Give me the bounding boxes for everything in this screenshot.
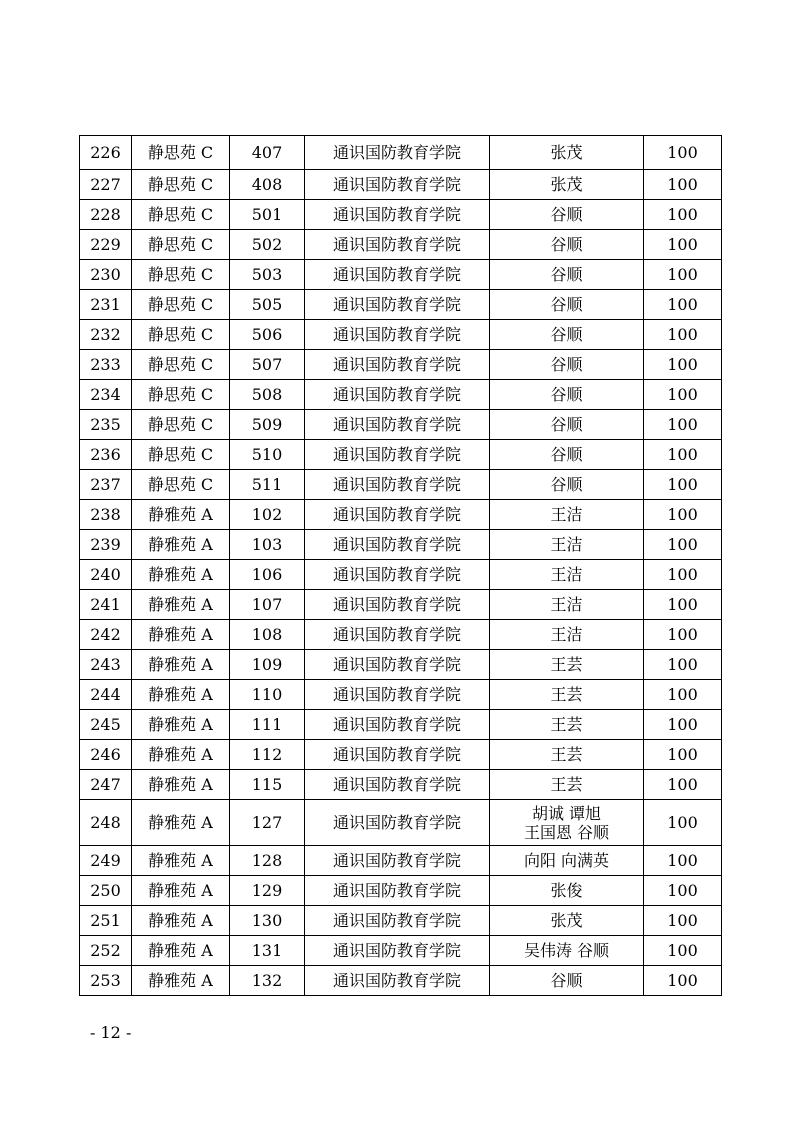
cell-names xyxy=(490,170,644,200)
cell-names xyxy=(490,740,644,770)
table-row xyxy=(80,380,722,410)
table-row xyxy=(80,876,722,906)
table-row xyxy=(80,590,722,620)
cell-score: 100 xyxy=(644,876,722,906)
name-line: 王洁 xyxy=(550,625,583,644)
name-line: 王芸 xyxy=(550,775,583,794)
name-line: 谷顺 xyxy=(550,325,583,344)
cell-score: 100 xyxy=(644,470,722,500)
cell-room: 111 xyxy=(230,710,305,740)
table-row xyxy=(80,620,722,650)
cell-college: 通识国防教育学院 xyxy=(305,440,490,470)
cell-college: 通识国防教育学院 xyxy=(305,320,490,350)
cell-building: 静雅苑 A xyxy=(132,710,230,740)
cell-college: 通识国防教育学院 xyxy=(305,800,490,846)
name-line: 张俊 xyxy=(550,881,583,900)
name-line: 王洁 xyxy=(550,505,583,524)
table-row xyxy=(80,560,722,590)
cell-room: 102 xyxy=(230,500,305,530)
cell-index: 243 xyxy=(80,650,132,680)
cell-building: 静雅苑 A xyxy=(132,620,230,650)
cell-score: 100 xyxy=(644,590,722,620)
cell-room: 112 xyxy=(230,740,305,770)
cell-building: 静思苑 C xyxy=(132,380,230,410)
cell-names xyxy=(490,350,644,380)
cell-names xyxy=(490,136,644,170)
cell-names xyxy=(490,320,644,350)
cell-college: 通识国防教育学院 xyxy=(305,590,490,620)
cell-college: 通识国防教育学院 xyxy=(305,846,490,876)
cell-index: 232 xyxy=(80,320,132,350)
cell-college: 通识国防教育学院 xyxy=(305,170,490,200)
cell-building: 静思苑 C xyxy=(132,290,230,320)
cell-score: 100 xyxy=(644,200,722,230)
cell-college: 通识国防教育学院 xyxy=(305,876,490,906)
cell-building: 静雅苑 A xyxy=(132,560,230,590)
cell-building: 静雅苑 A xyxy=(132,500,230,530)
cell-index: 249 xyxy=(80,846,132,876)
name-line: 谷顺 xyxy=(550,971,583,990)
cell-index: 247 xyxy=(80,770,132,800)
cell-index: 245 xyxy=(80,710,132,740)
cell-college: 通识国防教育学院 xyxy=(305,500,490,530)
cell-room: 131 xyxy=(230,936,305,966)
cell-room: 506 xyxy=(230,320,305,350)
table-row xyxy=(80,350,722,380)
cell-college: 通识国防教育学院 xyxy=(305,350,490,380)
page-number: - 12 - xyxy=(90,1023,132,1042)
cell-college: 通识国防教育学院 xyxy=(305,770,490,800)
table-row xyxy=(80,440,722,470)
cell-college: 通识国防教育学院 xyxy=(305,650,490,680)
cell-score: 100 xyxy=(644,350,722,380)
table-row xyxy=(80,800,722,846)
cell-college: 通识国防教育学院 xyxy=(305,380,490,410)
name-line: 向阳 向满英 xyxy=(523,851,610,870)
table-row xyxy=(80,966,722,996)
cell-score: 100 xyxy=(644,230,722,260)
cell-index: 250 xyxy=(80,876,132,906)
cell-room: 511 xyxy=(230,470,305,500)
cell-index: 226 xyxy=(80,136,132,170)
cell-names xyxy=(490,470,644,500)
cell-names xyxy=(490,590,644,620)
cell-index: 227 xyxy=(80,170,132,200)
cell-score: 100 xyxy=(644,650,722,680)
cell-names xyxy=(490,290,644,320)
table-row xyxy=(80,170,722,200)
cell-building: 静思苑 C xyxy=(132,170,230,200)
cell-index: 236 xyxy=(80,440,132,470)
name-line: 王洁 xyxy=(550,595,583,614)
cell-building: 静雅苑 A xyxy=(132,590,230,620)
cell-score: 100 xyxy=(644,440,722,470)
cell-score: 100 xyxy=(644,136,722,170)
cell-room: 109 xyxy=(230,650,305,680)
cell-score: 100 xyxy=(644,800,722,846)
cell-college: 通识国防教育学院 xyxy=(305,470,490,500)
name-line: 胡诚 谭旭 xyxy=(531,803,602,823)
name-line: 王芸 xyxy=(550,715,583,734)
name-line: 谷顺 xyxy=(550,475,583,494)
cell-room: 107 xyxy=(230,590,305,620)
cell-index: 251 xyxy=(80,906,132,936)
name-line: 王芸 xyxy=(550,655,583,674)
cell-names xyxy=(490,680,644,710)
cell-names xyxy=(490,260,644,290)
cell-room: 103 xyxy=(230,530,305,560)
cell-index: 228 xyxy=(80,200,132,230)
cell-names xyxy=(490,440,644,470)
cell-college: 通识国防教育学院 xyxy=(305,620,490,650)
cell-names xyxy=(490,846,644,876)
cell-college: 通识国防教育学院 xyxy=(305,740,490,770)
name-line: 谷顺 xyxy=(550,235,583,254)
table-row xyxy=(80,410,722,440)
cell-index: 242 xyxy=(80,620,132,650)
cell-names xyxy=(490,800,644,846)
cell-names xyxy=(490,530,644,560)
cell-index: 231 xyxy=(80,290,132,320)
name-line: 王国恩 谷顺 xyxy=(523,822,610,842)
cell-index: 246 xyxy=(80,740,132,770)
name-line: 谷顺 xyxy=(550,385,583,404)
cell-building: 静雅苑 A xyxy=(132,650,230,680)
name-line: 王芸 xyxy=(550,745,583,764)
table-row xyxy=(80,680,722,710)
cell-college: 通识国防教育学院 xyxy=(305,936,490,966)
cell-room: 108 xyxy=(230,620,305,650)
cell-score: 100 xyxy=(644,620,722,650)
table-row xyxy=(80,936,722,966)
cell-building: 静雅苑 A xyxy=(132,906,230,936)
cell-building: 静思苑 C xyxy=(132,200,230,230)
table-row xyxy=(80,500,722,530)
cell-room: 130 xyxy=(230,906,305,936)
cell-room: 110 xyxy=(230,680,305,710)
cell-score: 100 xyxy=(644,680,722,710)
cell-building: 静思苑 C xyxy=(132,410,230,440)
cell-college: 通识国防教育学院 xyxy=(305,200,490,230)
cell-names xyxy=(490,500,644,530)
cell-room: 129 xyxy=(230,876,305,906)
cell-building: 静思苑 C xyxy=(132,136,230,170)
name-line: 谷顺 xyxy=(550,415,583,434)
cell-college: 通识国防教育学院 xyxy=(305,230,490,260)
cell-index: 244 xyxy=(80,680,132,710)
cell-college: 通识国防教育学院 xyxy=(305,680,490,710)
cell-index: 233 xyxy=(80,350,132,380)
cell-college: 通识国防教育学院 xyxy=(305,906,490,936)
cell-names xyxy=(490,936,644,966)
cell-college: 通识国防教育学院 xyxy=(305,260,490,290)
table-row xyxy=(80,710,722,740)
cell-building: 静雅苑 A xyxy=(132,966,230,996)
cell-score: 100 xyxy=(644,740,722,770)
cell-building: 静雅苑 A xyxy=(132,680,230,710)
cell-score: 100 xyxy=(644,320,722,350)
cell-score: 100 xyxy=(644,936,722,966)
cell-college: 通识国防教育学院 xyxy=(305,290,490,320)
cell-room: 505 xyxy=(230,290,305,320)
cell-building: 静思苑 C xyxy=(132,440,230,470)
cell-building: 静雅苑 A xyxy=(132,846,230,876)
cell-index: 235 xyxy=(80,410,132,440)
cell-room: 408 xyxy=(230,170,305,200)
cell-index: 229 xyxy=(80,230,132,260)
cell-building: 静思苑 C xyxy=(132,230,230,260)
cell-index: 230 xyxy=(80,260,132,290)
name-line: 谷顺 xyxy=(550,205,583,224)
table-row xyxy=(80,200,722,230)
cell-score: 100 xyxy=(644,966,722,996)
cell-score: 100 xyxy=(644,710,722,740)
name-line: 谷顺 xyxy=(550,295,583,314)
name-line: 张茂 xyxy=(550,911,583,930)
cell-college: 通识国防教育学院 xyxy=(305,966,490,996)
table-row xyxy=(80,136,722,170)
cell-score: 100 xyxy=(644,170,722,200)
cell-room: 510 xyxy=(230,440,305,470)
cell-building: 静雅苑 A xyxy=(132,770,230,800)
cell-names xyxy=(490,770,644,800)
cell-score: 100 xyxy=(644,380,722,410)
table-row xyxy=(80,846,722,876)
cell-score: 100 xyxy=(644,530,722,560)
cell-room: 128 xyxy=(230,846,305,876)
table-row xyxy=(80,906,722,936)
name-line: 谷顺 xyxy=(550,445,583,464)
cell-index: 238 xyxy=(80,500,132,530)
name-line: 吴伟涛 谷顺 xyxy=(523,941,610,960)
cell-room: 503 xyxy=(230,260,305,290)
cell-college: 通识国防教育学院 xyxy=(305,530,490,560)
cell-building: 静雅苑 A xyxy=(132,876,230,906)
table-row xyxy=(80,230,722,260)
cell-building: 静雅苑 A xyxy=(132,800,230,846)
table-row xyxy=(80,290,722,320)
cell-score: 100 xyxy=(644,260,722,290)
cell-building: 静雅苑 A xyxy=(132,530,230,560)
name-line: 谷顺 xyxy=(550,265,583,284)
cell-names xyxy=(490,876,644,906)
cell-building: 静雅苑 A xyxy=(132,936,230,966)
cell-room: 106 xyxy=(230,560,305,590)
cell-college: 通识国防教育学院 xyxy=(305,136,490,170)
table-row xyxy=(80,530,722,560)
cell-college: 通识国防教育学院 xyxy=(305,710,490,740)
cell-building: 静思苑 C xyxy=(132,320,230,350)
cell-room: 502 xyxy=(230,230,305,260)
cell-room: 509 xyxy=(230,410,305,440)
cell-score: 100 xyxy=(644,846,722,876)
cell-building: 静思苑 C xyxy=(132,260,230,290)
name-line: 张茂 xyxy=(550,143,583,162)
cell-index: 234 xyxy=(80,380,132,410)
cell-room: 115 xyxy=(230,770,305,800)
cell-room: 507 xyxy=(230,350,305,380)
cell-building: 静思苑 C xyxy=(132,350,230,380)
cell-score: 100 xyxy=(644,560,722,590)
name-line: 张茂 xyxy=(550,175,583,194)
table-row xyxy=(80,260,722,290)
cell-index: 239 xyxy=(80,530,132,560)
cell-index: 237 xyxy=(80,470,132,500)
cell-names xyxy=(490,560,644,590)
cell-names xyxy=(490,230,644,260)
cell-college: 通识国防教育学院 xyxy=(305,560,490,590)
table-row xyxy=(80,770,722,800)
cell-names xyxy=(490,380,644,410)
cell-names xyxy=(490,410,644,440)
cell-room: 132 xyxy=(230,966,305,996)
cell-score: 100 xyxy=(644,500,722,530)
cell-index: 248 xyxy=(80,800,132,846)
cell-names xyxy=(490,620,644,650)
cell-names xyxy=(490,650,644,680)
cell-score: 100 xyxy=(644,906,722,936)
cell-index: 253 xyxy=(80,966,132,996)
cell-room: 501 xyxy=(230,200,305,230)
cell-index: 252 xyxy=(80,936,132,966)
name-line: 王芸 xyxy=(550,685,583,704)
table-row xyxy=(80,650,722,680)
cell-names xyxy=(490,200,644,230)
cell-room: 127 xyxy=(230,800,305,846)
table-row xyxy=(80,740,722,770)
cell-names xyxy=(490,966,644,996)
cell-building: 静雅苑 A xyxy=(132,740,230,770)
cell-building: 静思苑 C xyxy=(132,470,230,500)
cell-college: 通识国防教育学院 xyxy=(305,410,490,440)
cell-room: 508 xyxy=(230,380,305,410)
cell-score: 100 xyxy=(644,770,722,800)
cell-index: 240 xyxy=(80,560,132,590)
dormitory-score-table xyxy=(79,135,722,996)
cell-room: 407 xyxy=(230,136,305,170)
name-line: 王洁 xyxy=(550,535,583,554)
name-line: 谷顺 xyxy=(550,355,583,374)
table-row xyxy=(80,320,722,350)
cell-score: 100 xyxy=(644,410,722,440)
table-row xyxy=(80,470,722,500)
cell-names xyxy=(490,906,644,936)
cell-names xyxy=(490,710,644,740)
table-body xyxy=(80,136,722,996)
cell-index: 241 xyxy=(80,590,132,620)
name-line: 王洁 xyxy=(550,565,583,584)
cell-score: 100 xyxy=(644,290,722,320)
